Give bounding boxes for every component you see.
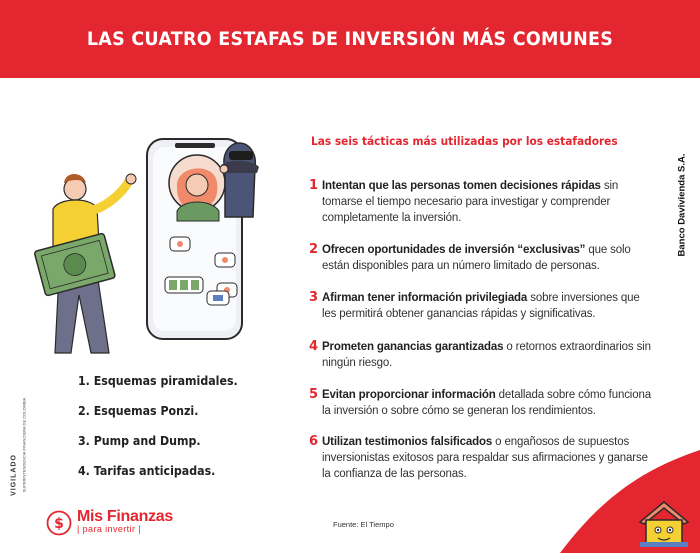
tactic-text (322, 178, 654, 226)
list-item: 3. Pump and Dump. (78, 434, 201, 448)
tactic-rest: detallada sobre cómo funciona la inversión o sobre cómo se generan los rendimientos. (322, 389, 651, 417)
tactic-rest: que solo están disponibles para un número limitado de personas. (322, 244, 631, 272)
tactic-item (309, 178, 654, 226)
tactic-number: 3 (309, 290, 319, 305)
tactic-bold: Prometen ganancias garantizadas (322, 341, 504, 353)
tactic-number: 2 (309, 242, 319, 257)
tactic-rest: o retornos extraordinarios sin ningún riesgo. (322, 341, 651, 369)
tactic-number: 6 (309, 434, 319, 449)
bank-name: Banco Davivienda S.A. (676, 153, 688, 257)
tactic-item (309, 434, 654, 482)
page-title: LAS CUATRO ESTAFAS DE INVERSIÓN MÁS COMUNES (86, 28, 614, 50)
svg-text:$: $ (54, 516, 64, 532)
list-item: 2. Esquemas Ponzi. (78, 404, 199, 418)
tactic-bold: Intentan que las personas tomen decisiones rápidas (322, 180, 601, 192)
vigilado-sub: SUPERINTENDENCIA FINANCIERA DE COLOMBIA (21, 397, 27, 493)
banknote-icon (34, 233, 115, 296)
tactic-text (322, 339, 654, 371)
side-credit (671, 140, 693, 270)
mis-finanzas-logo (46, 510, 173, 536)
logo-tagline: | para invertir | (77, 524, 141, 534)
mascot-house-icon (636, 498, 692, 548)
tactic-bold: Afirman tener información privilegiada (322, 292, 528, 304)
tactic-bold: Evitan proporcionar información (322, 389, 496, 401)
vigilado-label: VIGILADO (10, 454, 18, 496)
tactic-rest: sobre inversiones que les permitirá obtener ganancias rápidas y significativas. (322, 292, 640, 320)
dollar-coin-icon (46, 510, 72, 536)
tactic-rest: o engañosos de supuestos inversionistas exitosos para respaldar sus afirmaciones y ganarse la confianza de las personas. (322, 436, 648, 480)
scam-list (78, 372, 308, 492)
tactics-heading: Las seis tácticas más utilizadas por los estafadores (311, 134, 618, 148)
tactic-number: 1 (309, 178, 319, 193)
title-banner (0, 0, 700, 78)
source-note: Fuente: El Tiempo (333, 520, 394, 529)
logo-name: Mis Finanzas (77, 508, 173, 525)
tactic-text (322, 290, 654, 322)
list-item: 1. Esquemas piramidales. (78, 374, 238, 388)
tactic-text (322, 434, 654, 482)
scam-illustration (25, 125, 265, 360)
tactic-item (309, 339, 654, 371)
thief-icon (220, 143, 259, 217)
vigilado-seal (8, 397, 32, 545)
tactic-item (309, 242, 654, 274)
tactic-text (322, 242, 654, 274)
list-item: 4. Tarifas anticipadas. (78, 464, 216, 478)
tactic-item (309, 387, 654, 419)
tactic-text (322, 387, 654, 419)
tactic-item (309, 290, 654, 322)
tactic-bold: Utilizan testimonios falsificados (322, 436, 493, 448)
tactic-bold: Ofrecen oportunidades de inversión “exclusivas” (322, 244, 586, 256)
tactic-number: 5 (309, 387, 319, 402)
tactic-rest: sin tomarse el tiempo necesario para investigar y comprender completamente la inversión. (322, 180, 619, 224)
tactic-number: 4 (309, 339, 319, 354)
